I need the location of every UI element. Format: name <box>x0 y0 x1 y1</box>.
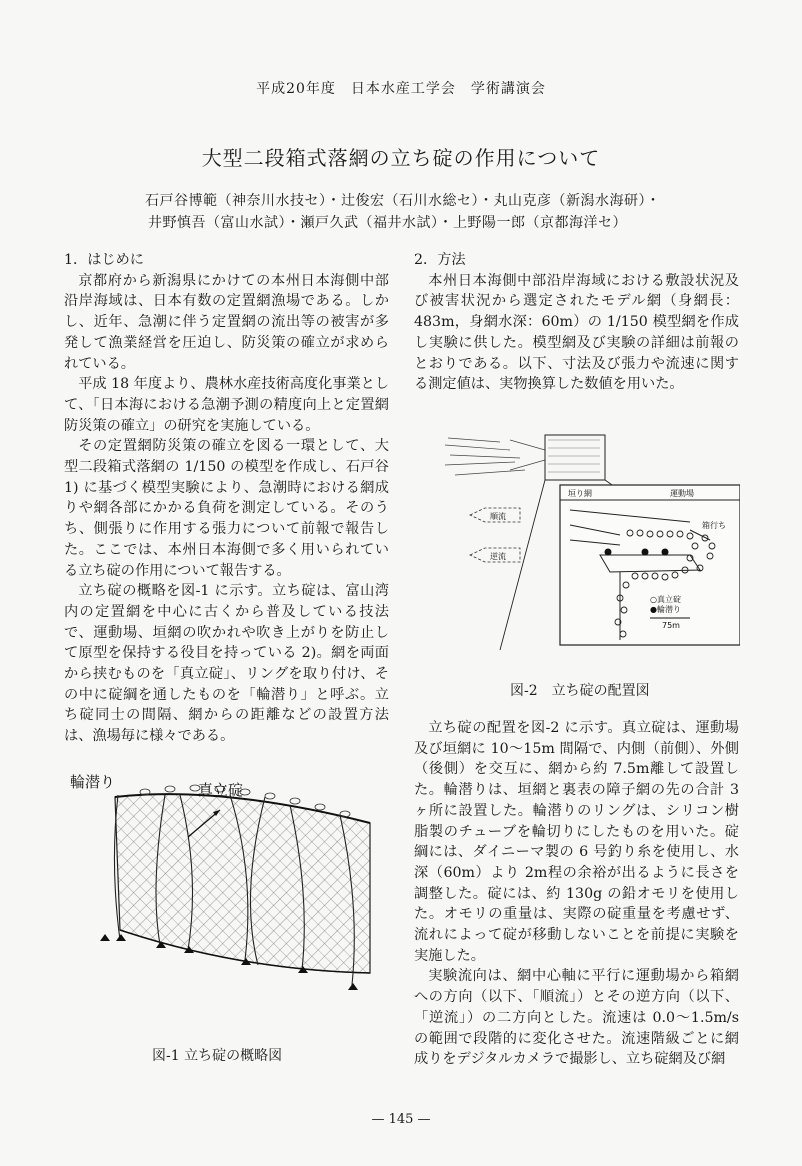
paper-title: 大型二段箱式落網の立ち碇の作用について <box>201 146 601 170</box>
label-hakoami: 箱行ち <box>702 521 726 530</box>
label-kakiami: 垣り網 <box>568 489 592 498</box>
paragraph: その定置網防災策の確立を図る一環として、大型二段箱式落網の 1/150 の模型を作成し、石戸谷 1) に基づく模型実験により、急潮時における網成りや網各部にかかる負荷を測定している。そのうち、側張りに作用する張力について前報で報告した。ここでは、本州日本海側で多く用いられている立ち碇の作用について報告する。 <box>64 438 389 579</box>
figure-2 <box>440 430 740 655</box>
section-introduction <box>64 250 389 747</box>
paragraph: 本州日本海側中部沿岸海域における敷設状況及び被害状況から選定されたモデル網（身網長：483m，身網水深：60m）の 1/150 模型網を作成し実験に供した。模型網及び実験の詳細は前報のとおりである。以下、寸法及び張力や流速に関する測定値は、実物換算した数値を用いた。 <box>414 272 739 393</box>
section-methods <box>414 250 739 395</box>
legend-true-anchor: ○真立碇 <box>650 595 681 604</box>
figure-2-drawing <box>440 430 740 655</box>
label-ring: 輪潜り <box>70 773 116 791</box>
authors-line-1: 石戸谷博範（神奈川水技セ）・辻俊宏（石川水総セ）・丸山克彦（新潟水海研）・ <box>145 193 661 209</box>
paragraph: 実験流向は、網中心軸に平行に運動場から箱網への方向（以下、「順流」）とその逆方向（以下、「逆流」）の二方向とした。流速は 0.0～1.5m/s の範囲で段階的に変化させた。流速階級ごとに網成りをデジタルカメラで撮影し、立ち碇網及び網 <box>414 968 739 1068</box>
figure-1-drawing <box>70 765 400 1015</box>
page-number: — 145 — <box>371 1112 431 1127</box>
paragraph: 京都府から新潟県にかけての本州日本海側中部沿岸海域は、日本有数の定置網漁場である。しかし、近年、急潮に伴う定置網の流出等の被害が多発して漁業経営を圧迫し、防災策の確立が求められている。 <box>64 272 389 372</box>
label-reverse-flow: 逆流 <box>490 552 506 561</box>
paragraph: 立ち碇の配置を図-2 に示す。真立碇は、運動場及び垣網に 10～15m 間隔で、内側（前側）、外側（後側）を交互に、網から約 7.5m離して設置した。輪潜りは、垣網と裏表の障子網の先の合計 3ヶ所に設置した。輪潜りのリングは、シリコン樹脂製のチューブを輪切りにしたものを用いた。碇綱には、ダイニーマ製の 6 号釣り糸を使用し、水深（60m）より 2m程の余裕が出るように長さを調整した。碇には、約 130g の鉛オモリを使用した。オモリの重量は、実際の碇重量を考慮せず、流れによって碇が移動しないことを前提に実験を実施した。 <box>414 720 739 964</box>
section-heading: 2．方法 <box>414 252 466 268</box>
section-heading: 1．はじめに <box>64 252 144 268</box>
paragraph: 平成 18 年度より、農林水産技術高度化事業として、「日本海における急潮予測の精度向上と定置網防災策の確立」の研究を実施している。 <box>64 376 390 434</box>
paragraph: 立ち碇の概略を図-1 に示す。立ち碇は、富山湾内の定置網を中心に古くから普及している技法で、運動場、垣網の吹かれや吹き上がりを防止して原型を保持する役目を持っている 2)。網を両面から挟むものを「真立碇」、リングを取り付け、その中に碇綱を通したものを「輪潜り」と呼ぶ。立ち碇同士の間隔、網からの距離などの設置方法は、漁場毎に様々である。 <box>64 583 389 745</box>
authors-line-2: 井野慎吾（富山水試）・瀬戸久武（福井水試）・上野陽一郎（京都海洋セ） <box>148 215 627 231</box>
figure-1-caption: 図-1 立ち碇の概略図 <box>152 1048 283 1064</box>
conference-header: 平成20年度 日本水産工学会 学術講演会 <box>256 81 546 97</box>
label-forward-flow: 順流 <box>490 512 506 521</box>
figure-2-caption: 図-2 立ち碇の配置図 <box>510 683 650 699</box>
label-true-anchor: 真立碇 <box>198 781 244 799</box>
legend-ring: ●輪潜り <box>650 605 681 614</box>
label-undojo: 運動場 <box>670 489 694 498</box>
figure-1 <box>70 765 400 1015</box>
scale-bar-label: 75m <box>662 621 680 630</box>
section-methods-continued <box>414 718 739 1070</box>
